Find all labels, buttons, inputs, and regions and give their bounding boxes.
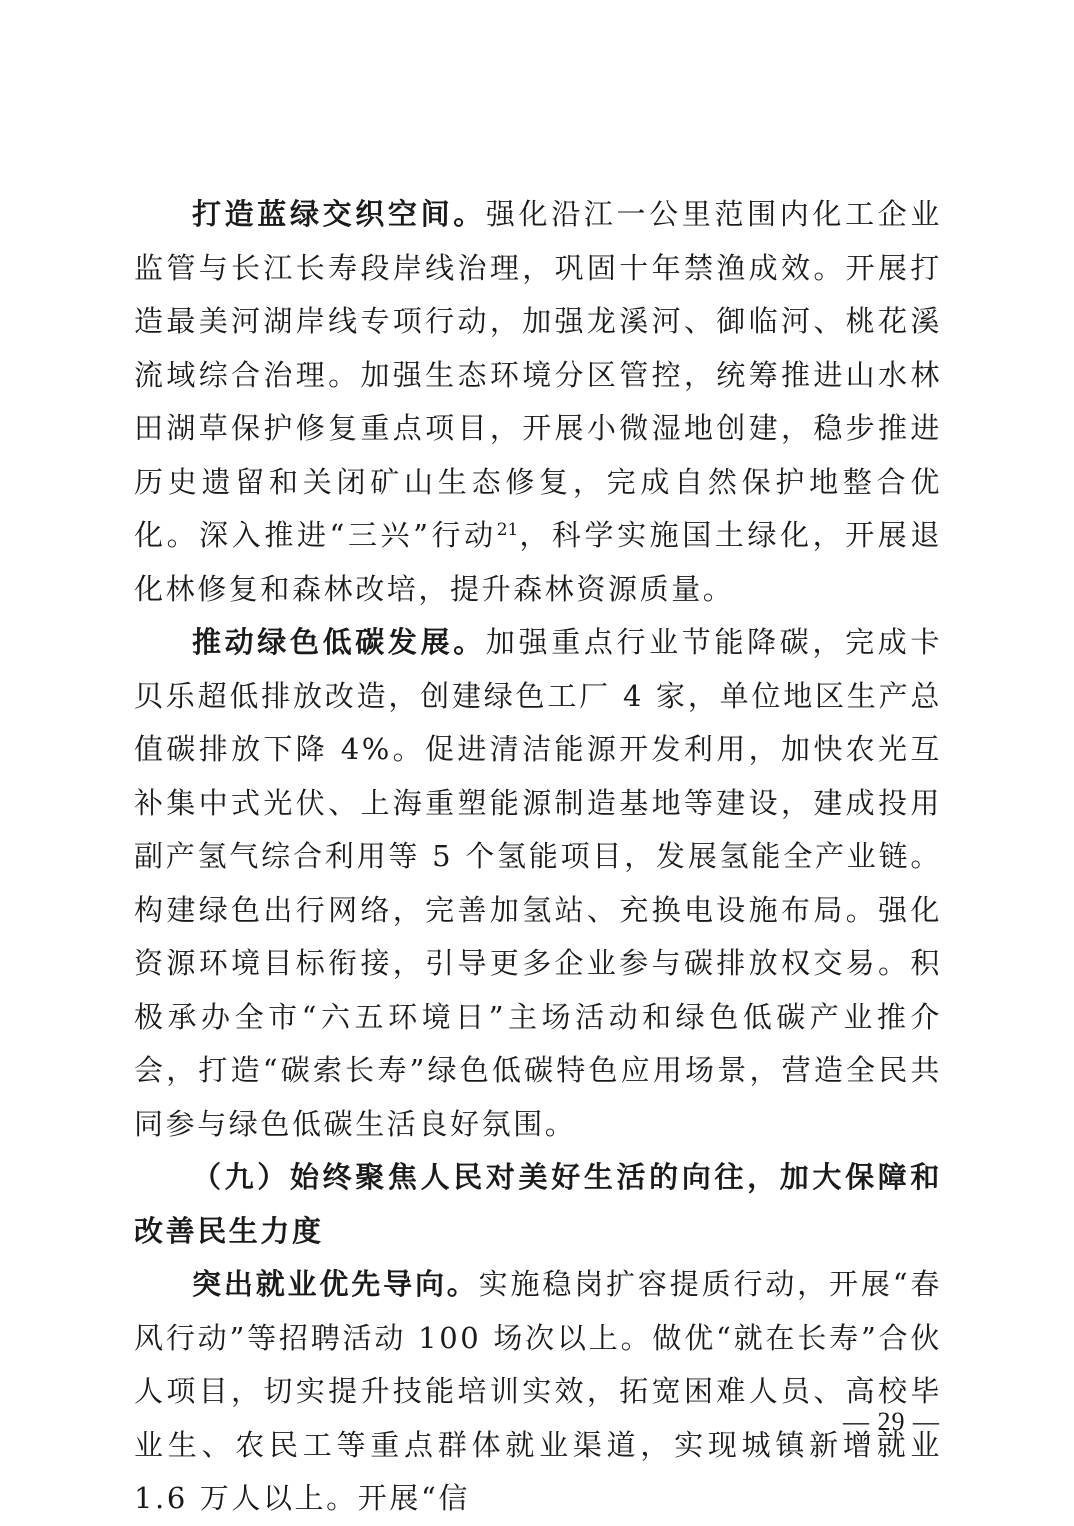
- paragraph-text: 加强重点行业节能降碳，完成卡贝乐超低排放改造，创建绿色工厂 4 家，单位地区生产总值碳排放下降 4%。促进清洁能源开发利用，加快农光互补集中式光伏、上海重塑能源制造基地等建设，建成投用副产氢气综合利用等 5 个氢能项目，发展氢能全产业链。构建绿色出行网络，完善加氢站、充换电设施布局。强化资源环境目标衔接，引导更多企业参与碳排放权交易。积极承办全市“六五环境日”主场活动和绿色低碳产业推介会，打造“碳索长寿”绿色低碳特色应用场景，营造全民共同参与绿色低碳生活良好氛围。: [134, 625, 942, 1141]
- paragraph-lead: 推动绿色低碳发展。: [192, 625, 486, 659]
- paragraph-blue-green-space: [134, 188, 942, 616]
- footnote-marker: 21: [496, 520, 519, 540]
- page-number: — 29 —: [843, 1407, 940, 1436]
- paragraph-green-low-carbon: [134, 616, 942, 1151]
- document-body: [134, 188, 942, 1526]
- paragraph-lead: 突出就业优先导向。: [192, 1267, 479, 1301]
- paragraph-text: 强化沿江一公里范围内化工企业监管与长江长寿段岸线治理，巩固十年禁渔成效。开展打造最美河湖岸线专项行动，加强龙溪河、御临河、桃花溪流域综合治理。加强生态环境分区管控，统筹推进山水林田湖草保护修复重点项目，开展小微湿地创建，稳步推进历史遗留和关闭矿山生态修复，完成自然保护地整合优化。深入推进“三兴”行动: [134, 197, 942, 552]
- paragraph-text: 实施稳岗扩容提质行动，开展“春风行动”等招聘活动 100 场次以上。做优“就在长寿”合伙人项目，切实提升技能培训实效，拓宽困难人员、高校毕业生、农民工等重点群体就业渠道，实现城镇新增就业 1.6 万人以上。开展“信: [134, 1267, 943, 1515]
- paragraph-text-cont: ，科学实施国土绿化，开展退化林修复和森林改培，提升森林资源质量。: [134, 518, 942, 606]
- paragraph-employment: [134, 1258, 942, 1526]
- paragraph-lead: 打造蓝绿交织空间。: [192, 197, 486, 231]
- section-heading: （九）始终聚焦人民对美好生活的向往，加大保障和改善民生力度: [134, 1160, 942, 1248]
